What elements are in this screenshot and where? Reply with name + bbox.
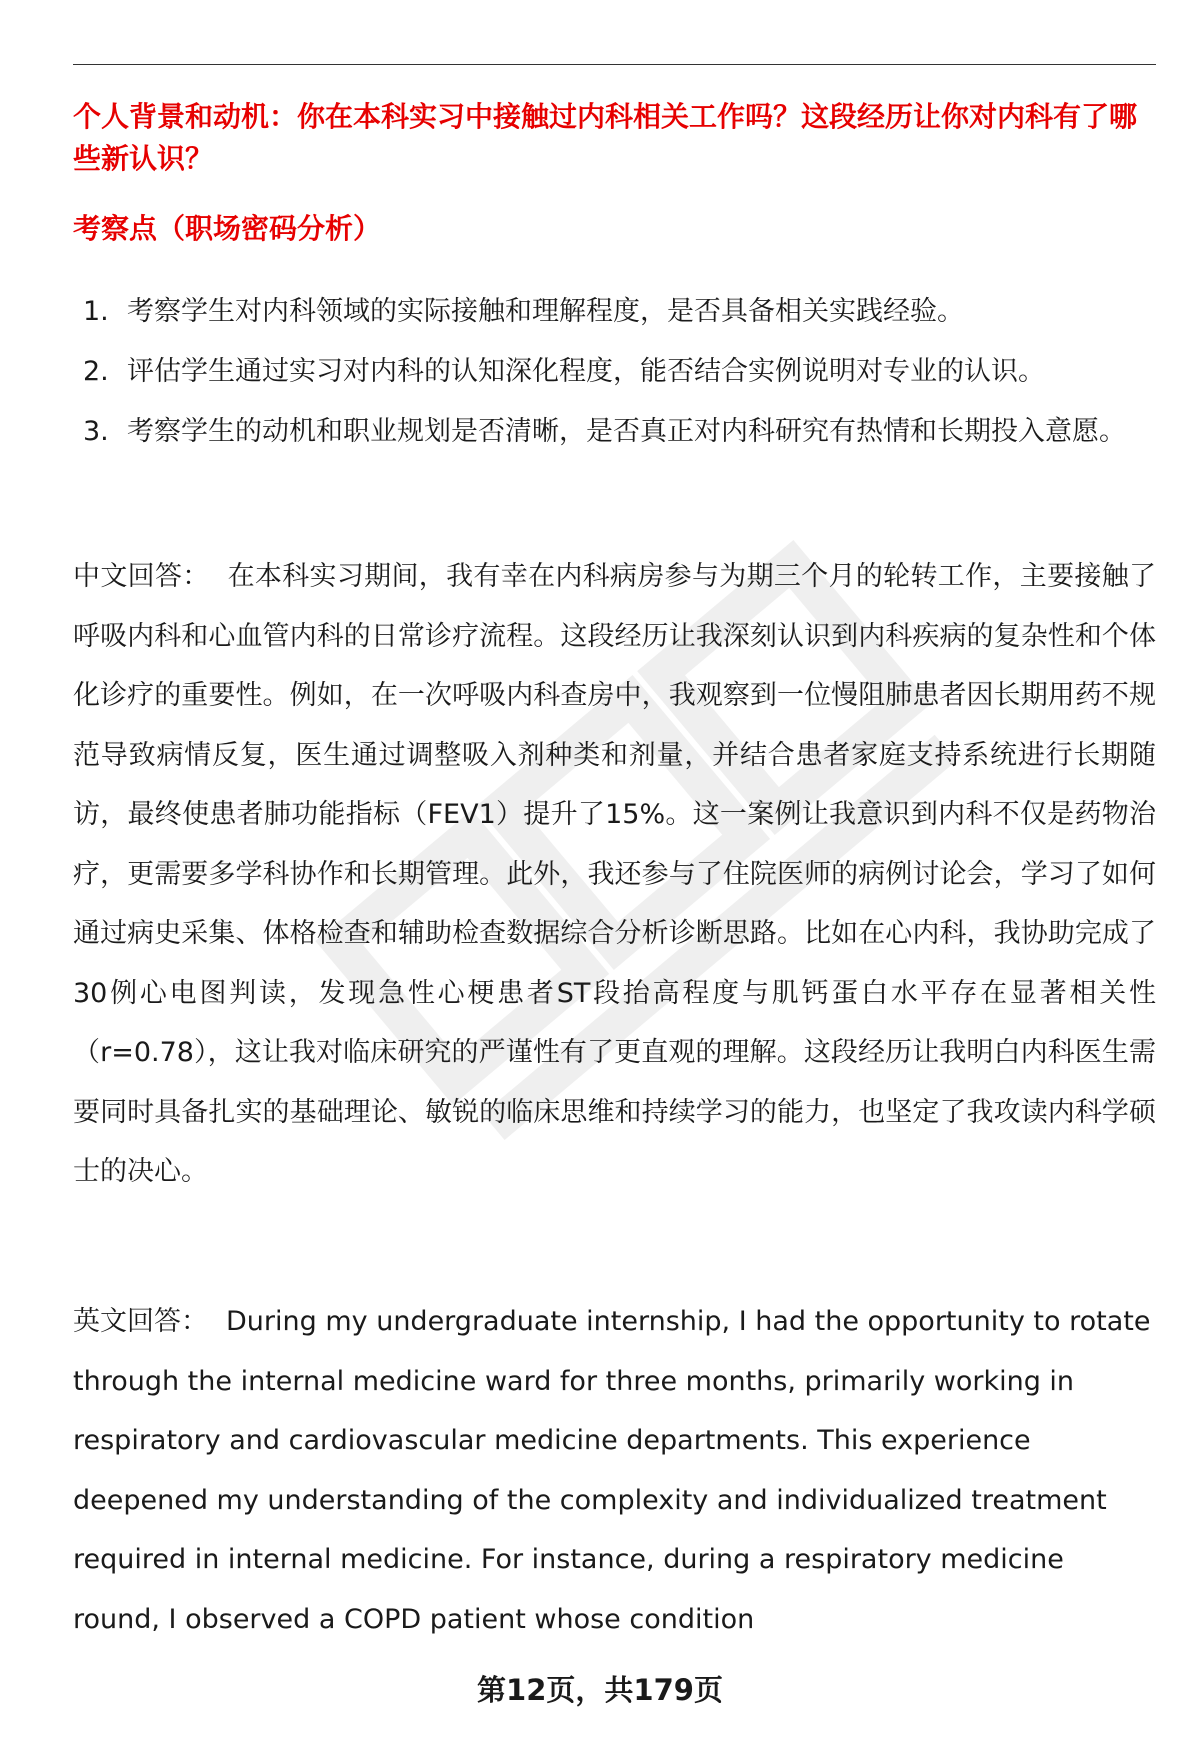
assessment-points-list xyxy=(73,282,1156,462)
list-item-text: 考察学生对内科领域的实际接触和理解程度，是否具备相关实践经验。 xyxy=(127,296,964,327)
list-item xyxy=(73,402,1156,462)
english-answer-label: 英文回答： xyxy=(73,1306,208,1337)
list-item xyxy=(73,282,1156,342)
top-rule xyxy=(73,64,1156,65)
english-answer-text: During my undergraduate internship, I had the opportunity to rotate through the internal medicine ward for three months, primarily working in respiratory and cardiovascular medicine departments. This experience deepened my understanding of the complexity and individualized treatment required in internal medicine. For instance, during a respiratory medicine round, I observed a COPD patient whose condition xyxy=(73,1306,1151,1635)
list-item-number: 3. xyxy=(83,416,109,447)
list-item xyxy=(73,342,1156,402)
question-heading: 个人背景和动机：你在本科实习中接触过内科相关工作吗？这段经历让你对内科有了哪些新认识？ xyxy=(73,100,1138,175)
chinese-answer xyxy=(73,547,1156,1202)
chinese-answer-label: 中文回答： xyxy=(73,561,210,592)
list-item-text: 考察学生的动机和职业规划是否清晰，是否真正对内科研究有热情和长期投入意愿。 xyxy=(127,416,1126,447)
chinese-answer-text: 在本科实习期间，我有幸在内科病房参与为期三个月的轮转工作，主要接触了呼吸内科和心血管内科的日常诊疗流程。这段经历让我深刻认识到内科疾病的复杂性和个体化诊疗的重要性。例如，在一次呼吸内科查房中，我观察到一位慢阻肺患者因长期用药不规范导致病情反复，医生通过调整吸入剂种类和剂量，并结合患者家庭支持系统进行长期随访，最终使患者肺功能指标（FEV1）提升了15%。这一案例让我意识到内科不仅是药物治疗，更需要多学科协作和长期管理。此外，我还参与了住院医师的病例讨论会，学习了如何通过病史采集、体格检查和辅助检查数据综合分析诊断思路。比如在心内科，我协助完成了30例心电图判读，发现急性心梗患者ST段抬高程度与肌钙蛋白水平存在显著相关性（r=0.78），这让我对临床研究的严谨性有了更直观的理解。这段经历让我明白内科医生需要同时具备扎实的基础理论、敏锐的临床思维和持续学习的能力，也坚定了我攻读内科学硕士的决心。 xyxy=(73,561,1157,1187)
list-item-number: 2. xyxy=(83,356,109,387)
english-answer xyxy=(73,1292,1156,1649)
section-title: 考察点（职场密码分析） xyxy=(73,212,382,245)
list-item-number: 1. xyxy=(83,296,109,327)
list-item-text: 评估学生通过实习对内科的认知深化程度，能否结合实例说明对专业的认识。 xyxy=(127,356,1045,387)
page-footer: 第12页，共179页 xyxy=(477,1673,723,1707)
